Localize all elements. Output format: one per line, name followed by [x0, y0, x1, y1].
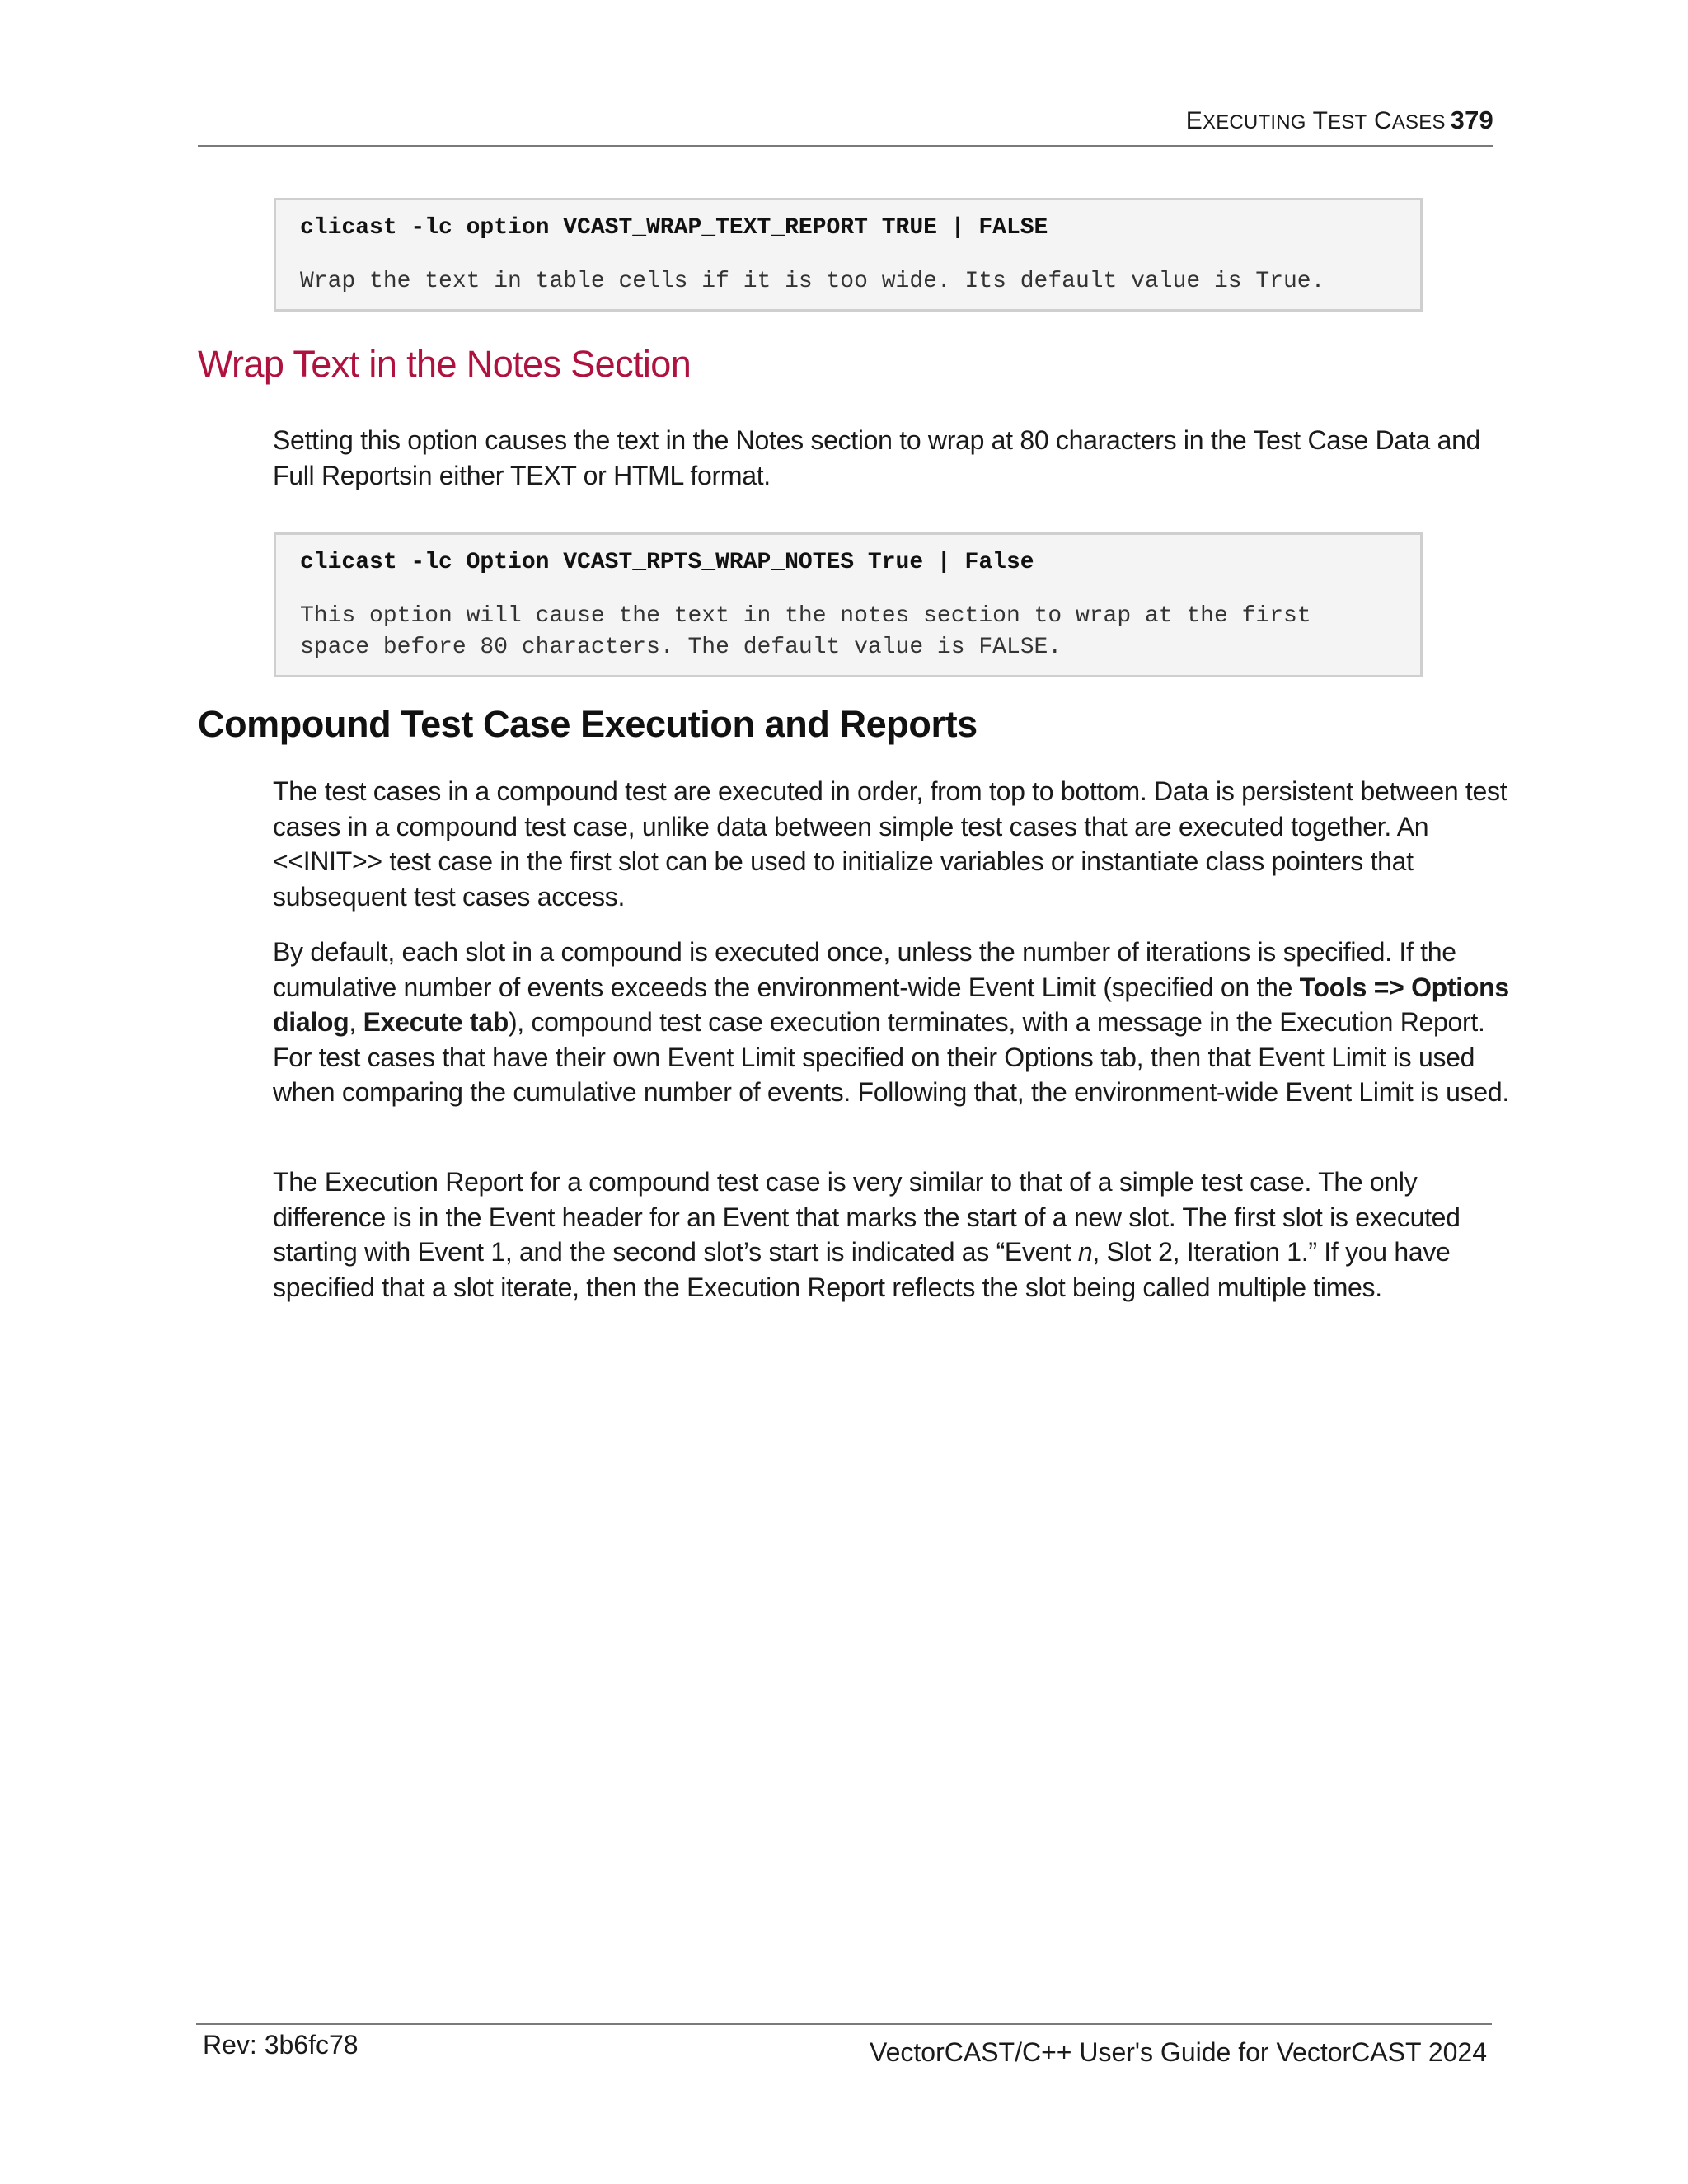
code-box-wrap-notes — [274, 532, 1423, 677]
footer-divider — [196, 2023, 1492, 2025]
header-section-est: EST — [1328, 111, 1367, 134]
header-section-t: T — [1312, 107, 1329, 134]
code-command: clicast -lc Option VCAST_RPTS_WRAP_NOTES True | False — [300, 550, 1034, 575]
tab-name-execute: Execute tab — [363, 1007, 509, 1037]
text-run: , — [349, 1007, 363, 1037]
header-divider — [198, 145, 1493, 147]
header-section-xecuting: XECUTING — [1202, 111, 1306, 134]
header-section-c: C — [1373, 107, 1392, 134]
page-number: 379 — [1450, 105, 1493, 134]
header-section-e: E — [1185, 107, 1203, 134]
paragraph-compound-events — [273, 935, 1509, 1110]
text-run: By default, each slot in a compound is executed once, unless the number of iterations is specified. If the cumulative number of events exceeds the environment-wide Event Limit (specified on the — [273, 937, 1456, 1002]
code-description: This option will cause the text in the notes section to wrap at the first space before 80 characters. The default value is FALSE. — [300, 603, 1311, 660]
text-run: , Slot 2, Iteration 1.” If you have specified that a slot iterate, then the Execution Report reflects the slot being called multiple times. — [273, 1237, 1451, 1302]
paragraph-wrap-notes: Setting this option causes the text in the Notes section to wrap at 80 characters in the Test Case Data and Full Reportsin either TEXT or HTML format. — [273, 425, 1481, 490]
menu-path-tools-options: Tools => Options dialog — [273, 972, 1509, 1037]
code-command: clicast -lc option VCAST_WRAP_TEXT_REPORT TRUE | FALSE — [300, 215, 1048, 241]
footer-guide-title: VectorCAST/C++ User's Guide for VectorCAST 2024 — [870, 2037, 1487, 2067]
text-run: ), compound test case execution terminates, with a message in the Execution Report. For test cases that have their own Event Limit specified on their Options tab, then that Event Limit is used when comparing the cumulative number of events. Following that, the environment-wide Event Limit is used. — [273, 1007, 1509, 1107]
code-description: Wrap the text in table cells if it is too wide. Its default value is True. — [300, 269, 1325, 294]
italic-variable-n: n — [1077, 1237, 1093, 1267]
footer-revision: Rev: 3b6fc78 — [203, 2030, 359, 2060]
paragraph-compound-report — [273, 1165, 1509, 1305]
section-heading-wrap-notes: Wrap Text in the Notes Section — [198, 343, 692, 385]
text-run: The Execution Report for a compound test case is very similar to that of a simple test case. The only difference is in the Event header for an Event that marks the start of a new slot. The first slot is executed starting with Event 1, and the second slot’s start is indicated as “Event — [273, 1167, 1461, 1267]
paragraph-compound-order: The test cases in a compound test are executed in order, from top to bottom. Data is persistent between test cases in a compound test case, unlike data between simple test cases that are executed together. An <<INIT>> test case in the first slot can be used to initialize variables or instantiate class pointers that subsequent test cases access. — [273, 776, 1507, 912]
header-section-ases: ASES — [1391, 111, 1446, 134]
section-heading-compound: Compound Test Case Execution and Reports — [198, 703, 978, 745]
running-header — [198, 105, 1493, 138]
code-box-wrap-text-report — [274, 198, 1423, 312]
